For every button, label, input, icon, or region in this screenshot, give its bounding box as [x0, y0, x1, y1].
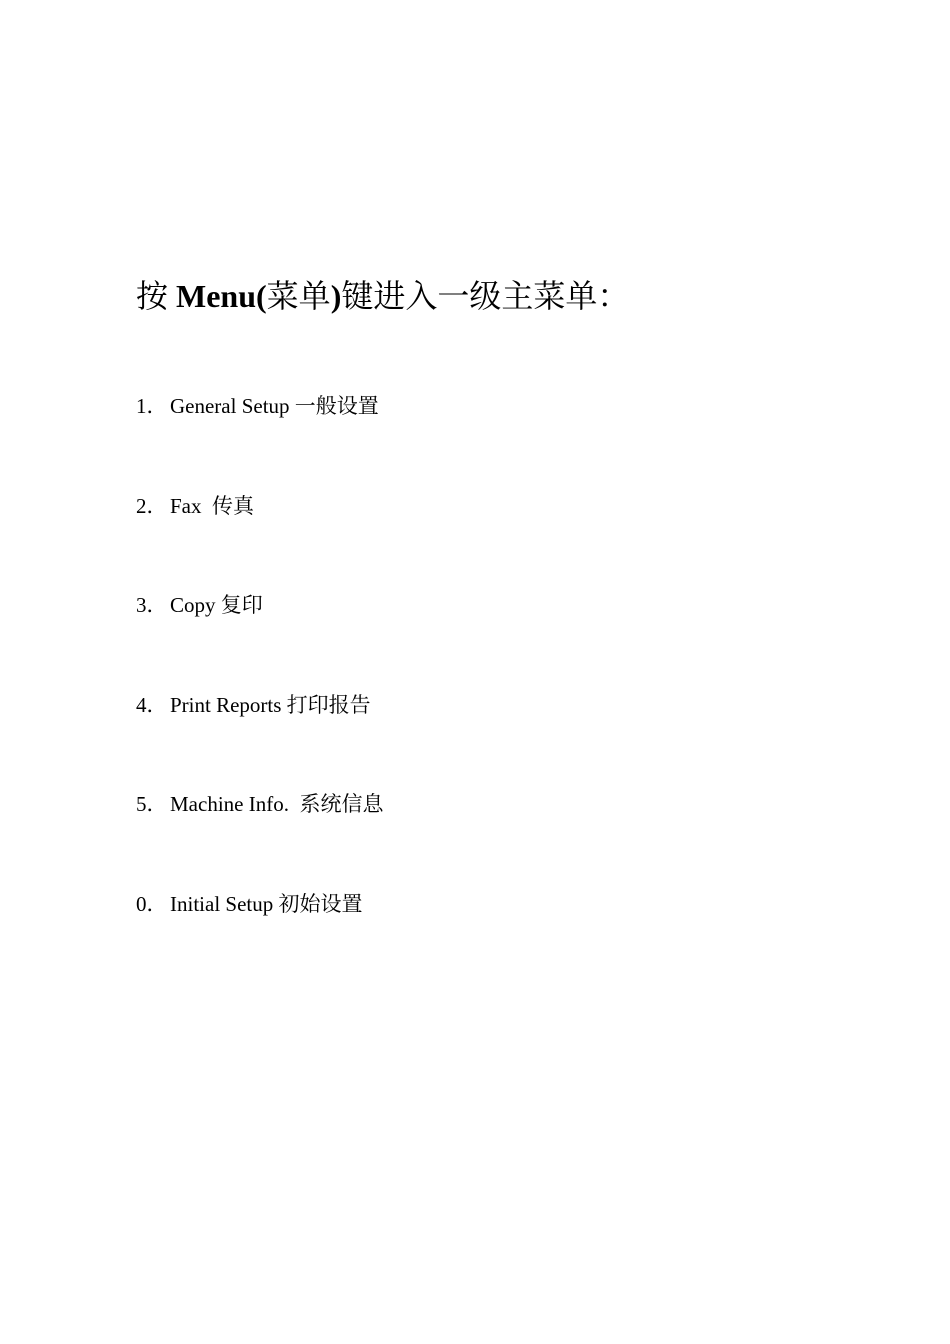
menu-item-machine-info: [136, 790, 836, 890]
menu-item-label: General Setup 一般设置: [170, 394, 379, 418]
menu-item-copy: [136, 591, 836, 691]
menu-item-number: 0．: [136, 891, 168, 916]
menu-item-initial-setup: [136, 890, 836, 990]
heading-suffix: 键进入一级主菜单：: [341, 278, 630, 314]
menu-item-print-reports: [136, 691, 836, 791]
menu-item-number: 5．: [136, 792, 168, 817]
page-heading: [136, 276, 629, 316]
menu-item-general-setup: [136, 392, 836, 492]
menu-item-label: Copy 复印: [170, 593, 263, 618]
menu-item-number: 1．: [136, 394, 168, 418]
menu-item-number: 3．: [136, 593, 168, 618]
menu-item-label: Print Reports 打印报告: [170, 692, 371, 717]
menu-item-label: Fax 传真: [170, 493, 254, 518]
menu-item-label: Machine Info. 系统信息: [170, 792, 384, 817]
menu-item-fax: [136, 492, 836, 592]
menu-item-number: 2．: [136, 493, 168, 518]
heading-menu-key: Menu(: [176, 278, 267, 314]
menu-item-label: Initial Setup 初始设置: [170, 891, 363, 916]
heading-prefix: 按: [136, 278, 177, 314]
heading-menu-key-close: ): [330, 278, 342, 314]
menu-item-number: 4．: [136, 692, 168, 717]
heading-menu-key-cn: 菜单: [266, 278, 331, 314]
main-menu-list: [136, 392, 836, 990]
